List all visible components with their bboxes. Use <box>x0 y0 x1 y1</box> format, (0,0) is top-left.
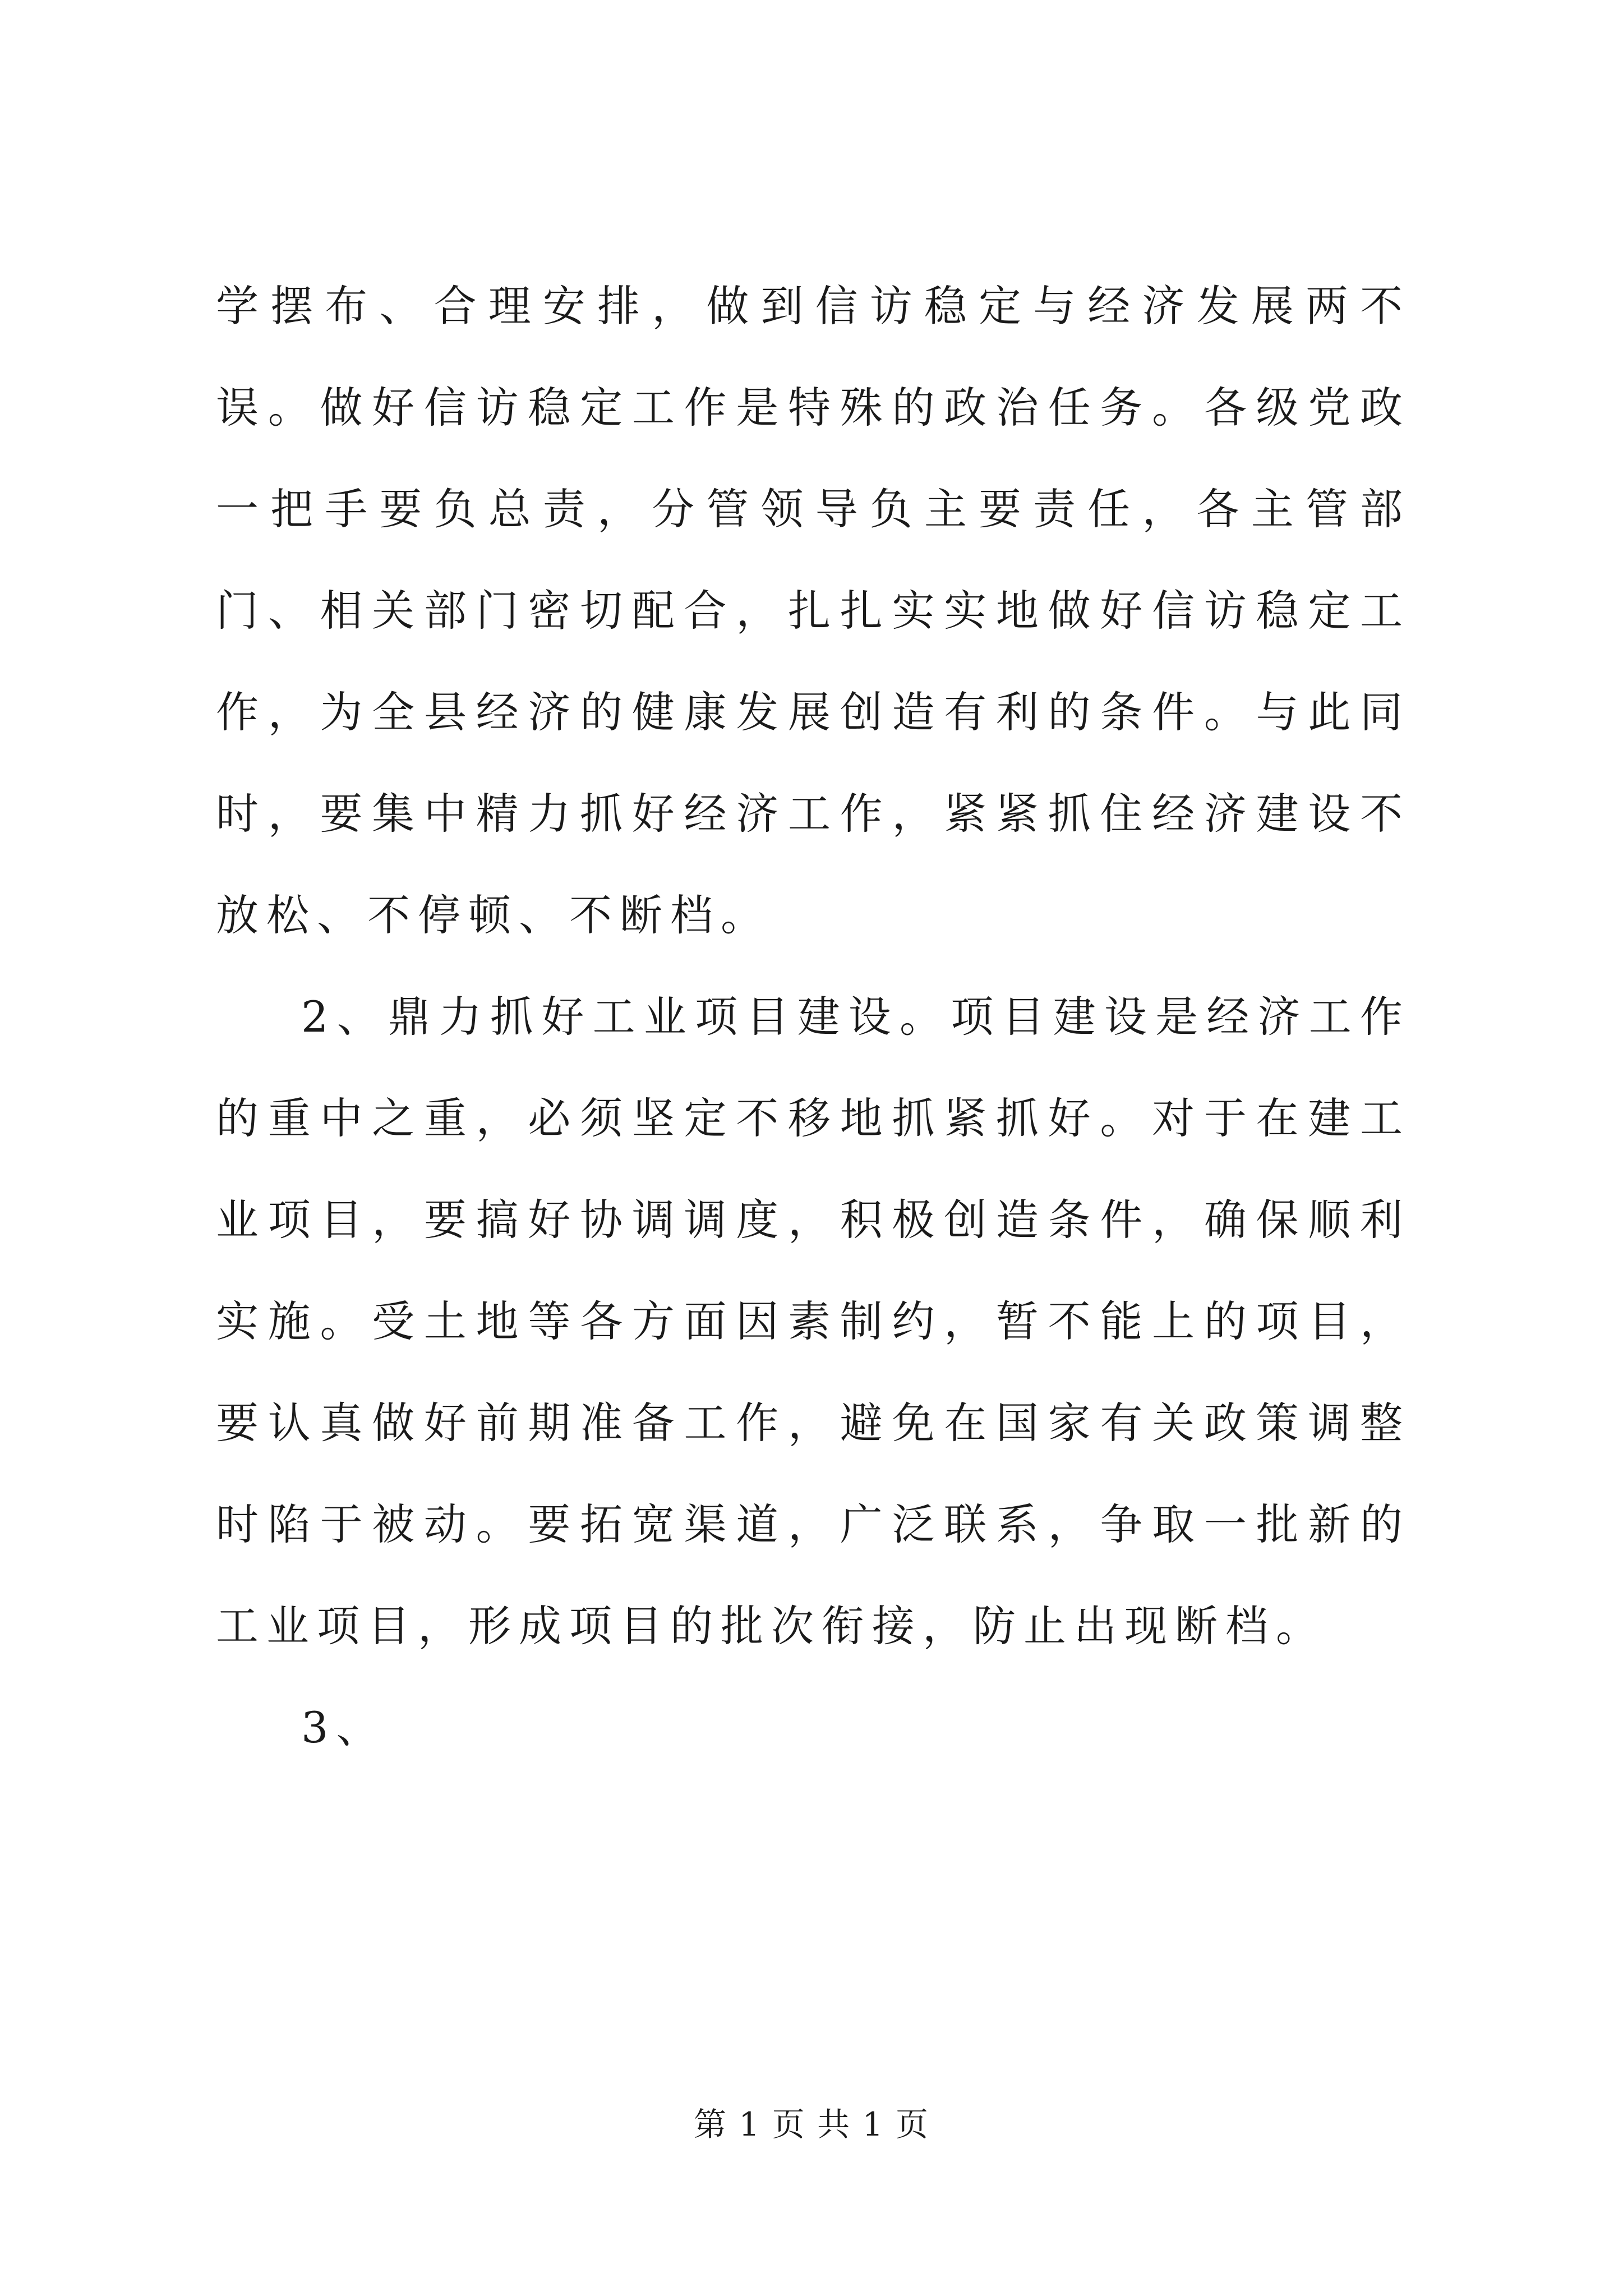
paragraph-continuation: 学摆布、合理安排，做到信访稳定与经济发展两不误。做好信访稳定工作是特殊的政治任务。各级党政一把手要负总责，分管领导负主要责任，各主管部门、相关部门密切配合，扎扎实实地做好信访稳定工作，为全县经济的健康发展创造有利的条件。与此同时，要集中精力抓好经济工作，紧紧抓住经济建设不放松、不停顿、不断档。 <box>216 281 1410 940</box>
paragraph-item-2: 2、鼎力抓好工业项目建设。项目建设是经济工作的重中之重，必须坚定不移地抓紧抓好。对于在建工业项目，要搞好协调调度，积极创造条件，确保顺利实施。受土地等各方面因素制约，暂不能上的项目，要认真做好前期准备工作，避免在国家有关政策调整时陷于被动。要拓宽渠道，广泛联系，争取一批新的工业项目，形成项目的批次衔接，防止出现断档。 <box>216 992 1410 1651</box>
page-footer: 第 1 页 共 1 页 <box>694 2105 929 2143</box>
body-text <box>216 255 1410 1778</box>
paragraph-item-3: 3、 <box>301 1703 387 1752</box>
